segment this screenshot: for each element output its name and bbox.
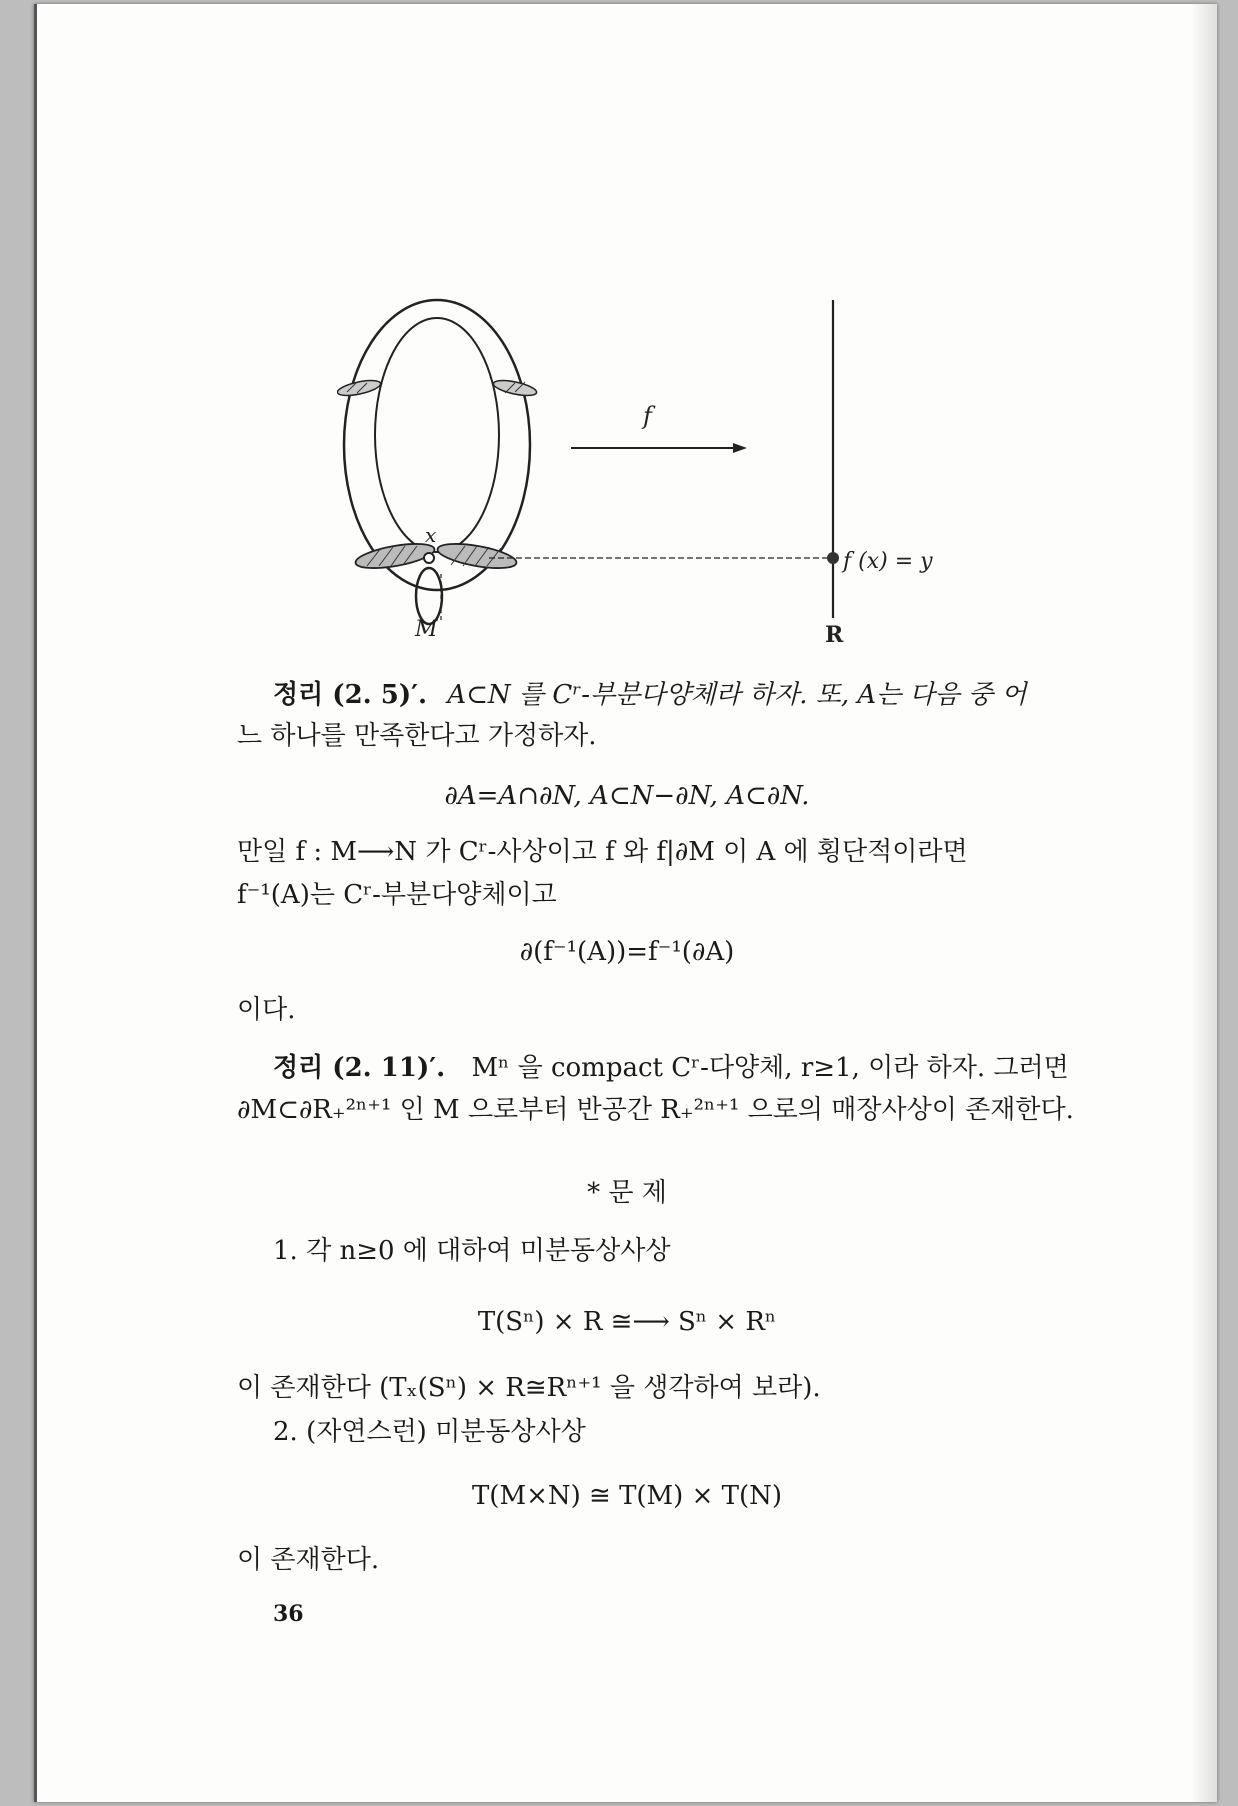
page-number: 36 [273,1601,304,1627]
outer-boundary [344,300,530,590]
figure-svg [337,284,1097,654]
problems-heading: * 문 제 [587,1178,667,1208]
theorem-25-formula: ∂(f⁻¹(A))=f⁻¹(∂A) [519,937,735,967]
theorem-25-end: 이다. [237,995,296,1025]
theorem-25-conditions: ∂A=A∩∂N, A⊂N−∂N, A⊂∂N. [444,781,810,811]
point-fx [827,552,839,564]
problem-2-line: 2. (자연스런) 미분동상사상 [273,1417,586,1447]
theorem-211-line2: ∂M⊂∂R₊²ⁿ⁺¹ 인 M 으로부터 반공간 R₊²ⁿ⁺¹ 으로의 매장사상이 존재한다. [237,1095,1074,1125]
label-f: f [643,402,652,430]
theorem-211-line1 [273,1050,1069,1086]
hatched-region-top-right [492,378,538,399]
problem-2-end: 이 존재한다. [237,1545,380,1575]
label-x: x [425,523,437,547]
label-R: R [825,622,844,648]
theorem-211-label: 정리 (2. 11)′. [273,1053,446,1083]
book-page [34,4,1217,1802]
theorem-25-line2: 느 하나를 만족한다고 가정하자. [237,721,597,751]
label-fx: f (x) = y [843,549,933,574]
problem-1-formula: T(Sⁿ) × R ≅⟶ Sⁿ × Rⁿ [477,1307,777,1337]
problem-1-end: 이 존재한다 (Tₓ(Sⁿ) × R≅Rⁿ⁺¹ 을 생각하여 보라). [237,1373,821,1403]
theorem-25-line1 [273,677,1027,713]
label-M: M [415,617,438,642]
page-edge-shadow [1191,4,1217,1802]
problem-1-line: 1. 각 n≥0 에 대하여 미분동상사상 [273,1236,671,1266]
theorem-25-label: 정리 (2. 5)′. [273,680,428,710]
hatched-region-top-left [337,378,382,399]
problem-2-formula: T(M×N) ≅ T(M) × T(N) [471,1481,783,1511]
inner-boundary [375,318,499,552]
theorem-25-text1: A⊂N 를 Cʳ-부분다양체라 하자. 또, A는 다음 중 어 [447,680,1027,710]
figure-map-to-real-line [337,284,1097,654]
theorem-25-line3: 만일 f : M⟶N 가 Cʳ-사상이고 f 와 f|∂M 이 A 에 횡단적이라면 [237,837,968,867]
theorem-25-line4: f⁻¹(A)는 Cʳ-부분다양체이고 [237,880,557,910]
fiber-loop [416,568,442,624]
point-x [424,553,434,563]
theorem-211-text1: Mⁿ 을 compact Cʳ-다양체, r≥1, 이라 하자. 그러면 [471,1053,1069,1083]
